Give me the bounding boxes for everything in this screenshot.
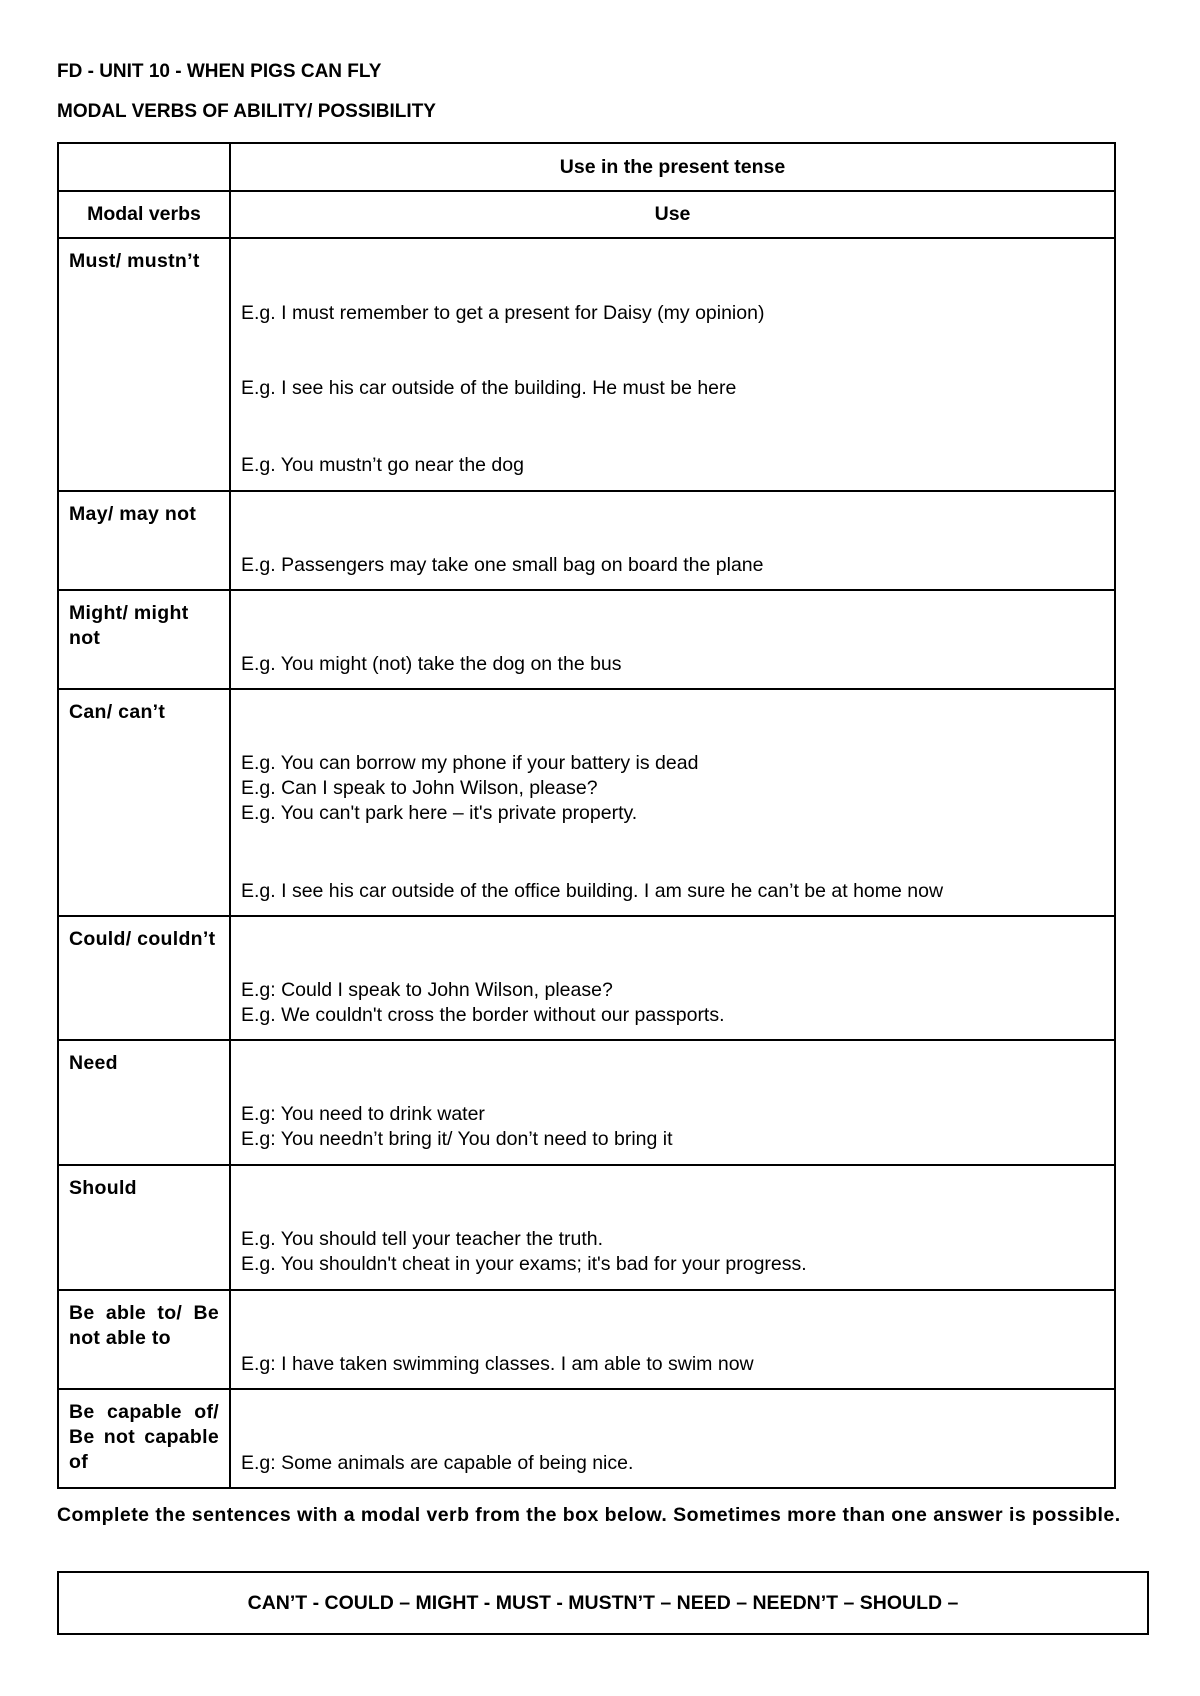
use-cell (230, 491, 1115, 590)
modal-verb-cell: Could/ couldn’t (58, 916, 230, 1040)
modal-verbs-table (57, 142, 1116, 1489)
modal-verb-cell: Should (58, 1165, 230, 1290)
table-row (58, 491, 1115, 590)
modal-verb-cell: May/ may not (58, 491, 230, 590)
worksheet-subtitle: MODAL VERBS OF ABILITY/ POSSIBILITY (57, 101, 436, 122)
example-sentence: E.g. You shouldn't cheat in your exams; it's bad for your progress. (241, 1253, 807, 1275)
table-row (58, 1389, 1115, 1488)
use-cell (230, 916, 1115, 1040)
example-sentence: E.g. I see his car outside of the office building. I am sure he can’t be at home now (241, 880, 944, 902)
word-box (57, 1571, 1149, 1635)
table-row (58, 238, 1115, 491)
table-column-header-row (58, 191, 1115, 238)
use-cell (230, 1040, 1115, 1165)
example-sentence: E.g. I must remember to get a present for Daisy (my opinion) (241, 302, 765, 324)
example-sentence: E.g: You need to drink water (241, 1103, 485, 1125)
worksheet-title: FD - UNIT 10 - WHEN PIGS CAN FLY (57, 61, 382, 82)
table-row (58, 1290, 1115, 1389)
use-cell (230, 1389, 1115, 1488)
modal-verbs-header: Modal verbs (58, 191, 230, 238)
exercise-instruction: Complete the sentences with a modal verb from the box below. Sometimes more than one answer is possible. (57, 1504, 1121, 1526)
modal-verb-cell: Need (58, 1040, 230, 1165)
example-sentence: E.g: Some animals are capable of being nice. (241, 1452, 634, 1474)
use-cell (230, 1290, 1115, 1389)
example-sentence: E.g. Can I speak to John Wilson, please? (241, 777, 598, 799)
use-cell (230, 238, 1115, 491)
table-row (58, 1040, 1115, 1165)
table-row (58, 1165, 1115, 1290)
example-sentence: E.g. You can borrow my phone if your battery is dead (241, 752, 699, 774)
example-sentence: E.g. You might (not) take the dog on the bus (241, 653, 622, 675)
table-row (58, 689, 1115, 916)
table-row (58, 916, 1115, 1040)
example-sentence: E.g. You should tell your teacher the truth. (241, 1228, 604, 1250)
empty-header-cell (58, 143, 230, 191)
modal-verb-cell: Can/ can’t (58, 689, 230, 916)
example-sentence: E.g: Could I speak to John Wilson, please? (241, 979, 613, 1001)
modal-verb-cell: Be able to/ Be not able to (58, 1290, 230, 1389)
use-cell (230, 1165, 1115, 1290)
word-box-text: CAN’T - COULD – MIGHT - MUST - MUSTN’T – NEED – NEEDN’T – SHOULD – (247, 1591, 959, 1614)
example-sentence: E.g: I have taken swimming classes. I am able to swim now (241, 1353, 754, 1375)
use-cell (230, 689, 1115, 916)
example-sentence: E.g. I see his car outside of the building. He must be here (241, 377, 737, 399)
example-sentence: E.g. You can't park here – it's private property. (241, 802, 638, 824)
table-top-header-row (58, 143, 1115, 191)
table-row (58, 590, 1115, 689)
modal-verb-cell: Be capable of/ Be not capable of (58, 1389, 230, 1488)
top-header-cell: Use in the present tense (230, 143, 1115, 191)
use-header: Use (230, 191, 1115, 238)
use-cell (230, 590, 1115, 689)
modal-verb-cell: Might/ might not (58, 590, 230, 689)
example-sentence: E.g: You needn’t bring it/ You don’t need to bring it (241, 1128, 673, 1150)
example-sentence: E.g. Passengers may take one small bag on board the plane (241, 554, 764, 576)
example-sentence: E.g. We couldn't cross the border without our passports. (241, 1004, 725, 1026)
modal-verb-cell: Must/ mustn’t (58, 238, 230, 491)
example-sentence: E.g. You mustn’t go near the dog (241, 454, 524, 476)
